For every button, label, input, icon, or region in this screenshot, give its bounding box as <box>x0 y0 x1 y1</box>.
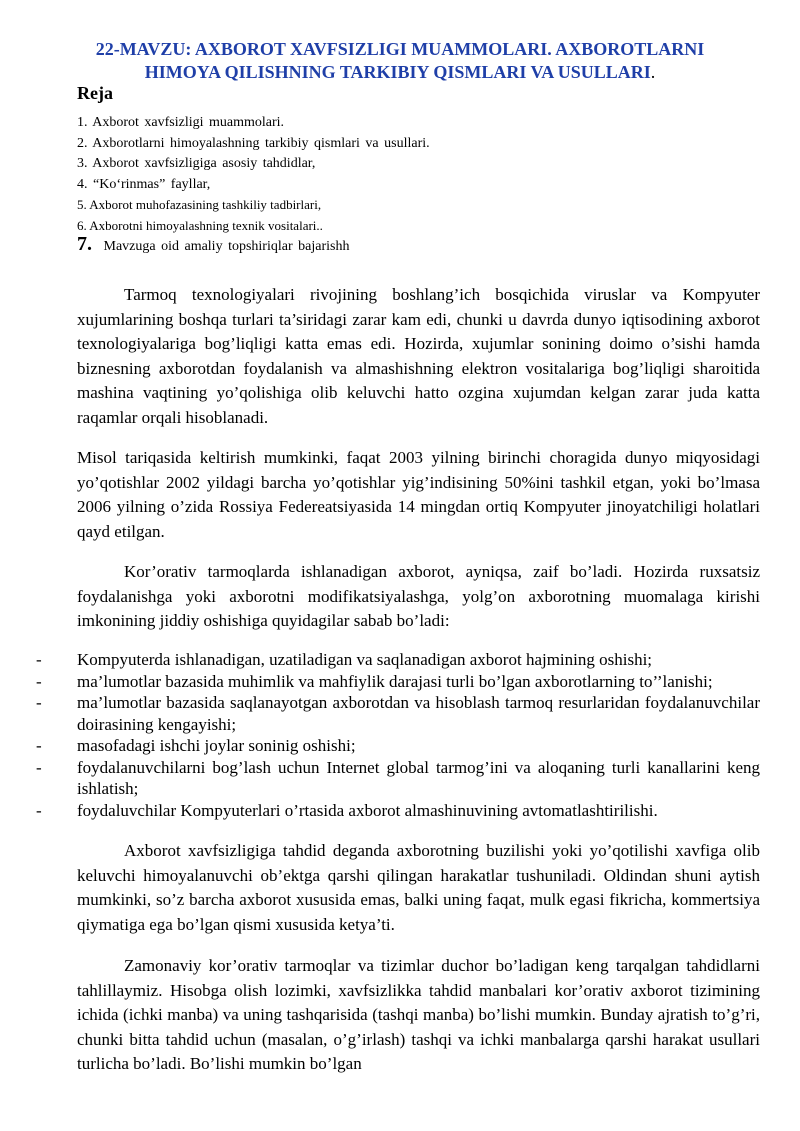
paragraph-4: Axborot xavfsizligiga tahdid deganda axborotning buzilishi yoki yo’qotilishi xavfiga olib keluvchi himoyalanuvchi ob’ektga qarshi qilingan harakatlar tushuniladi. Oldindan shuni aytish mumkinki, so’z barcha axborot xususida emas, balki uning faqat, mulk egasi fikricha, kommertsiya qiymatiga ega bo’lgan qismi xususida ketya’ti. <box>77 841 760 934</box>
plan-item-number: 4. <box>77 176 88 192</box>
list-dash: - <box>36 671 42 691</box>
plan-item-number: 2. <box>77 135 88 151</box>
reasons-list <box>36 649 760 821</box>
plan-item <box>77 134 430 155</box>
plan-list <box>77 113 430 258</box>
plan-item-text: Mavzuga oid amaliy topshiriqlar bajarishh <box>103 239 350 254</box>
title-line-2 <box>40 61 760 84</box>
title-line-2-text: HIMOYA QILISHNING TARKIBIY QISMLARI VA USULLARI <box>144 62 651 82</box>
list-item-text: foydaluvchilar Kompyuterlari o’rtasida axborot almashinuvining avtomatlashtirilishi. <box>77 800 658 820</box>
title-line-1: 22-MAVZU: AXBOROT XAVFSIZLIGI MUAMMOLARI. AXBOROTLARNI <box>95 39 705 59</box>
plan-item <box>77 234 430 258</box>
plan-item <box>77 195 430 216</box>
list-dash: - <box>36 757 42 777</box>
plan-item-text: Axborot xavfsizligi muammolari. <box>92 115 285 130</box>
list-dash: - <box>36 693 42 712</box>
paragraph-5: Zamonaviy kor’orativ tarmoqlar va tizimlar duchor bo’ladigan keng tarqalgan tahdidlarni tahlillaymiz. Hisobga olish lozimki, xavfsizlikka tahdid manbalari kor’orativ axborot tizimining ichida (ichki manba) va uning tashqarisida (tashqi manba) bo’lishi mumkin. Bunday ajratish to’g’ri, chunki bitta tahdid uchun (masalan, o’g’irlash) tashqi va ichki manbalarga qarshi harakat usullari turlicha bo’ladi. Bo’lishi mumkin bo’lgan <box>77 956 760 1073</box>
list-item <box>36 735 760 757</box>
list-item-text: ma’lumotlar bazasida saqlanayotgan axborotdan va hisoblash tarmoq resurlaridan foydalanuvchilar doirasining kengayishi; <box>77 693 760 734</box>
document-title <box>40 38 760 84</box>
list-item-text: Kompyuterda ishlanadigan, uzatiladigan va saqlanadigan axborot hajmining oshishi; <box>77 650 653 669</box>
list-dash: - <box>36 736 42 755</box>
plan-item-text: Axborot xavfsizligiga asosiy tahdidlar, <box>92 156 316 171</box>
plan-item-number: 7. <box>77 233 92 255</box>
plan-item <box>77 113 430 134</box>
list-item <box>36 757 760 800</box>
paragraph-1: Tarmoq texnologiyalari rivojining boshlang’ich bosqichida viruslar va Kompyuter xujumlarining boshqa turlari ta’siridagi zarar kam edi, chunki u davrda dunyo iqtisodining axborot texnologiyalariga bog’liqligi katta emas edi. Hozirda, xujumlar sonining doimo o’sishi hamda biznesning axborotdan foydalanish va almashishning elektron vositalariga bog’liqligi sharoitida mashina vaqtining yo’qolishiga olib keluvchi hatto ozgina xujumdan kelgan zarar juda katta raqamlar orqali hisoblanadi. <box>77 285 760 427</box>
list-dash: - <box>36 650 42 669</box>
paragraph-2: Misol tariqasida keltirish mumkinki, faqat 2003 yilning birinchi choragida dunyo miqyosidagi yo’qotishlar 2002 yildagi barcha yo’qotishlar yig’indisining 50%ini tashkil etgan, yoki bo’lmasa 2006 yilning o’zida Rossiya Federeatsiyasida 14 mingdan ortiq Kompyuter jinoyatchiligi holatlari qayd etilgan. <box>77 448 760 541</box>
title-period: . <box>650 62 656 82</box>
plan-item-number: 5. <box>77 197 87 212</box>
plan-item-text: Axborotlarni himoyalashning tarkibiy qismlari va usullari. <box>92 135 430 151</box>
list-item-text: foydalanuvchilarni bog’lash uchun Internet global tarmog’ini va aloqaning turli kanallarini keng ishlatish; <box>77 757 760 798</box>
list-item <box>36 800 760 822</box>
list-item <box>36 671 760 693</box>
plan-heading: Reja <box>77 83 113 103</box>
plan-item-number: 1. <box>77 115 88 130</box>
list-item-text: ma’lumotlar bazasida muhimlik va mahfiylik darajasi turli bo’lgan axborotlarning to’’lanishi; <box>77 671 713 691</box>
plan-item <box>77 175 430 196</box>
plan-item <box>77 216 430 237</box>
plan-item-text: Axborot muhofazasining tashkiliy tadbirlari, <box>89 197 322 212</box>
plan-item-number: 6. <box>77 217 87 233</box>
list-dash: - <box>36 800 42 820</box>
list-item <box>36 692 760 735</box>
plan-item-text: “Ko‘rinmas” fayllar, <box>93 176 211 192</box>
list-item <box>36 649 760 671</box>
plan-item-text: Axborotni himoyalashning texnik vositalari.. <box>89 217 323 233</box>
plan-item <box>77 154 430 175</box>
paragraph-3: Kor’orativ tarmoqlarda ishlanadigan axborot, ayniqsa, zaif bo’ladi. Hozirda ruxsatsiz foydalanishga yoki axborotni modifikatsiyalashga, yolg’on axborotning muomalaga kirishi imkonining jiddiy oshishiga quyidagilar sabab bo’ladi: <box>77 562 760 630</box>
plan-item-number: 3. <box>77 156 88 171</box>
list-item-text: masofadagi ishchi joylar soninig oshishi; <box>77 736 356 755</box>
